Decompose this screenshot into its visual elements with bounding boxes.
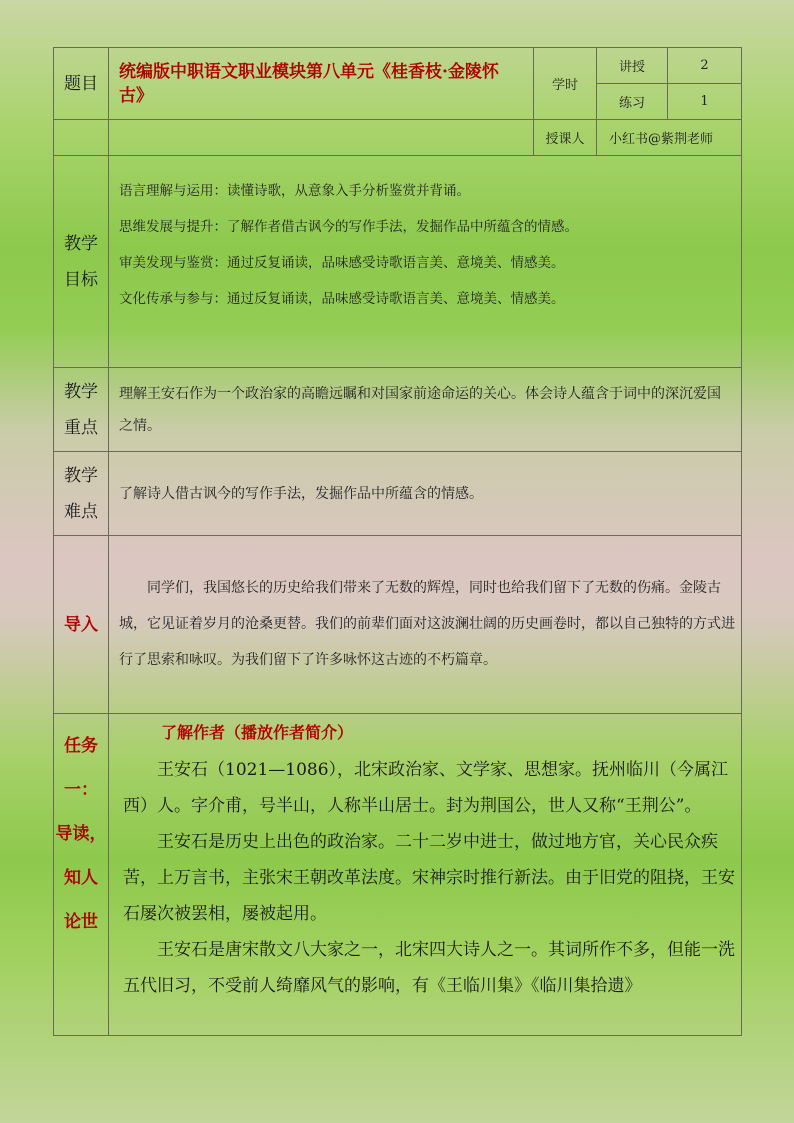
intro-label: 导入: [54, 536, 109, 714]
empty-cell: [109, 120, 534, 156]
goals-content: [109, 156, 742, 368]
difficulty-label-line2: 难点: [64, 501, 98, 522]
lesson-title: 统编版中职语文职业模块第八单元《桂香枝·金陵怀古》: [109, 48, 534, 120]
goals-label-line2: 目标: [64, 269, 98, 290]
focus-content: 理解王安石作为一个政治家的高瞻远瞩和对国家前途命运的关心。体会诗人蕴含于词中的深沉爱国之情。: [109, 368, 742, 452]
task1-label: [54, 714, 109, 1036]
task1-label-line: 任务: [64, 736, 98, 756]
task1-content: [109, 714, 742, 1036]
lecture-value: 2: [668, 48, 742, 84]
focus-label-line1: 教学: [64, 381, 98, 402]
teacher-label: 授课人: [534, 120, 597, 156]
practice-value: 1: [668, 84, 742, 120]
task1-paragraph: 王安石（1021—1086），北宋政治家、文学家、思想家。抚州临川（今属江西）人。字介甫，号半山，人称半山居士。封为荆国公，世人又称“王荆公”。: [123, 760, 729, 816]
task1-paragraph: 王安石是历史上出色的政治家。二十二岁中进士，做过地方官，关心民众疾苦，上万言书，主张宋王朝改革法度。宋神宗时推行新法。由于旧党的阻挠，王安石屡次被罢相，屡被起用。: [123, 832, 735, 924]
task1-label-line: 知人: [64, 868, 98, 888]
goal-item: 文化传承与参与：通过反复诵读，品味感受诗歌语言美、意境美、情感美。: [119, 291, 565, 307]
difficulty-label: [54, 452, 109, 536]
difficulty-content: 了解诗人借古讽今的写作手法，发掘作品中所蕴含的情感。: [109, 452, 742, 536]
task1-label-line: 论世: [64, 912, 98, 932]
goal-item: 语言理解与运用：读懂诗歌，从意象入手分析鉴赏并背诵。: [119, 183, 470, 199]
goals-label-line1: 教学: [64, 233, 98, 254]
focus-label: [54, 368, 109, 452]
topic-label: 题目: [54, 48, 109, 120]
lecture-label: 讲授: [597, 48, 668, 84]
task1-paragraph: 王安石是唐宋散文八大家之一，北宋四大诗人之一。其词所作不多，但能一洗五代旧习，不受前人绮靡风气的影响，有《王临川集》《临川集拾遗》: [123, 940, 735, 996]
task1-label-line: 一：: [64, 780, 98, 800]
task1-heading: 了解作者（播放作者简介）: [161, 723, 354, 742]
goal-item: 思维发展与提升：了解作者借古讽今的写作手法，发掘作品中所蕴含的情感。: [119, 219, 578, 235]
task1-label-line: 导读，: [55, 824, 107, 844]
empty-cell: [54, 120, 109, 156]
goals-label: [54, 156, 109, 368]
goal-item: 审美发现与鉴赏：通过反复诵读，品味感受诗歌语言美、意境美、情感美。: [119, 255, 565, 271]
intro-content: 同学们，我国悠长的历史给我们带来了无数的辉煌，同时也给我们留下了无数的伤痛。金陵古城，它见证着岁月的沧桑更替。我们的前辈们面对这波澜壮阔的历史画卷时，都以自己独特的方式进行了思索和咏叹。为我们留下了许多咏怀这古迹的不朽篇章。: [109, 536, 742, 714]
practice-label: 练习: [597, 84, 668, 120]
focus-label-line2: 重点: [64, 417, 98, 438]
teacher-value: 小红书@紫荆老师: [597, 120, 742, 156]
hours-label: 学时: [534, 48, 597, 120]
lesson-plan-table: [53, 47, 742, 1036]
difficulty-label-line1: 教学: [64, 465, 98, 486]
